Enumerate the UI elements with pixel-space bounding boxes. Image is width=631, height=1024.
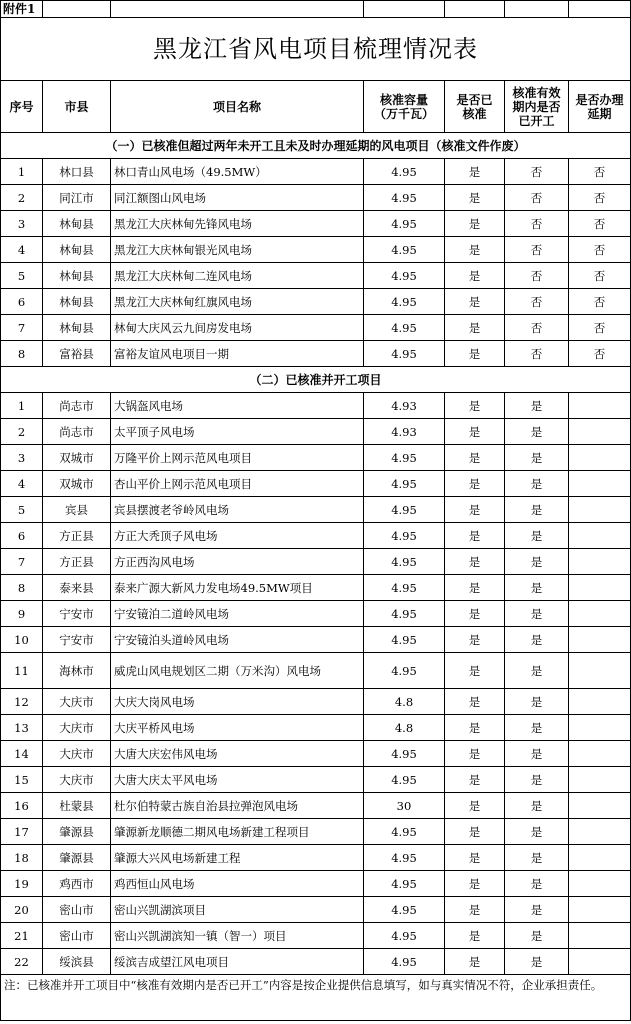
table-row — [1, 185, 631, 211]
seq-cell: 16 — [1, 793, 43, 819]
extension-cell — [569, 741, 631, 767]
approved-cell: 是 — [445, 741, 505, 767]
seq-cell: 17 — [1, 819, 43, 845]
table-row — [1, 601, 631, 627]
seq-cell: 6 — [1, 289, 43, 315]
extension-cell — [569, 845, 631, 871]
city-cell: 宁安市 — [43, 627, 111, 653]
capacity-cell: 4.95 — [364, 211, 445, 237]
project-name-cell: 大锅盔风电场 — [111, 393, 364, 419]
extension-cell: 否 — [569, 185, 631, 211]
project-name-cell: 大唐大庆宏伟风电场 — [111, 741, 364, 767]
seq-cell: 1 — [1, 159, 43, 185]
capacity-cell: 4.95 — [364, 767, 445, 793]
project-name-cell: 黑龙江大庆林甸红旗风电场 — [111, 289, 364, 315]
city-cell: 泰来县 — [43, 575, 111, 601]
capacity-cell: 4.95 — [364, 471, 445, 497]
seq-cell: 9 — [1, 601, 43, 627]
project-name-cell: 万隆平价上网示范风电项目 — [111, 445, 364, 471]
city-cell: 肇源县 — [43, 819, 111, 845]
approved-cell: 是 — [445, 601, 505, 627]
approved-cell: 是 — [445, 263, 505, 289]
city-cell: 宁安市 — [43, 601, 111, 627]
started-cell: 是 — [505, 715, 569, 741]
table-row — [1, 445, 631, 471]
started-cell: 是 — [505, 949, 569, 975]
started-cell: 是 — [505, 393, 569, 419]
city-cell: 大庆市 — [43, 689, 111, 715]
started-cell: 否 — [505, 289, 569, 315]
capacity-cell: 4.95 — [364, 523, 445, 549]
approved-cell: 是 — [445, 211, 505, 237]
table-row — [1, 897, 631, 923]
project-name-cell: 黑龙江大庆林甸二连风电场 — [111, 263, 364, 289]
seq-cell: 15 — [1, 767, 43, 793]
header-capacity: 核准容量 （万千瓦） — [364, 81, 445, 133]
table-row — [1, 793, 631, 819]
started-cell: 是 — [505, 523, 569, 549]
project-name-cell: 密山兴凯湖滨知一镇（智一）项目 — [111, 923, 364, 949]
city-cell: 方正县 — [43, 549, 111, 575]
capacity-cell: 4.95 — [364, 159, 445, 185]
started-cell: 是 — [505, 445, 569, 471]
project-name-cell: 林口青山风电场（49.5MW） — [111, 159, 364, 185]
approved-cell: 是 — [445, 715, 505, 741]
started-cell: 是 — [505, 793, 569, 819]
seq-cell: 18 — [1, 845, 43, 871]
project-name-cell: 鸡西恒山风电场 — [111, 871, 364, 897]
project-name-cell: 林甸大庆风云九间房发电场 — [111, 315, 364, 341]
seq-cell: 5 — [1, 263, 43, 289]
approved-cell: 是 — [445, 497, 505, 523]
capacity-cell: 4.95 — [364, 627, 445, 653]
project-name-cell: 富裕友谊风电项目一期 — [111, 341, 364, 367]
attachment-label: 附件1 — [1, 1, 43, 18]
city-cell: 大庆市 — [43, 715, 111, 741]
table-row — [1, 549, 631, 575]
city-cell: 双城市 — [43, 445, 111, 471]
project-name-cell: 太平顶子风电场 — [111, 419, 364, 445]
extension-cell — [569, 549, 631, 575]
started-cell: 否 — [505, 211, 569, 237]
capacity-cell: 4.95 — [364, 949, 445, 975]
extension-cell — [569, 445, 631, 471]
started-cell: 否 — [505, 159, 569, 185]
approved-cell: 是 — [445, 549, 505, 575]
city-cell: 林甸县 — [43, 289, 111, 315]
header-started-within-validity: 核准有效 期内是否 已开工 — [505, 81, 569, 133]
table-row — [1, 419, 631, 445]
capacity-cell: 4.95 — [364, 289, 445, 315]
extension-cell: 否 — [569, 211, 631, 237]
capacity-cell: 4.95 — [364, 897, 445, 923]
started-cell: 是 — [505, 767, 569, 793]
project-name-cell: 密山兴凯湖滨项目 — [111, 897, 364, 923]
project-name-cell: 同江额图山风电场 — [111, 185, 364, 211]
extension-cell: 否 — [569, 289, 631, 315]
seq-cell: 6 — [1, 523, 43, 549]
footnote: 注：已核准并开工项目中“核准有效期内是否已开工”内容是按企业提供信息填写，如与真实情况不符，企业承担责任。 — [1, 975, 631, 1021]
project-name-cell: 宁安镜泊二道岭风电场 — [111, 601, 364, 627]
extension-cell — [569, 575, 631, 601]
city-cell: 林甸县 — [43, 263, 111, 289]
project-name-cell: 宁安镜泊头道岭风电场 — [111, 627, 364, 653]
seq-cell: 2 — [1, 185, 43, 211]
extension-cell — [569, 601, 631, 627]
table-row — [1, 159, 631, 185]
capacity-cell: 4.8 — [364, 689, 445, 715]
city-cell: 杜蒙县 — [43, 793, 111, 819]
seq-cell: 10 — [1, 627, 43, 653]
section1-title: （一）已核准但超过两年未开工且未及时办理延期的风电项目（核准文件作废） — [1, 133, 631, 159]
approved-cell: 是 — [445, 767, 505, 793]
seq-cell: 3 — [1, 211, 43, 237]
table-row — [1, 263, 631, 289]
capacity-cell: 4.95 — [364, 575, 445, 601]
project-name-cell: 大唐大庆太平风电场 — [111, 767, 364, 793]
seq-cell: 1 — [1, 393, 43, 419]
started-cell: 否 — [505, 185, 569, 211]
extension-cell — [569, 793, 631, 819]
seq-cell: 7 — [1, 549, 43, 575]
approved-cell: 是 — [445, 341, 505, 367]
extension-cell: 否 — [569, 159, 631, 185]
extension-cell — [569, 715, 631, 741]
project-name-cell: 杜尔伯特蒙古族自治县拉弹泡风电场 — [111, 793, 364, 819]
table-row — [1, 315, 631, 341]
started-cell: 是 — [505, 819, 569, 845]
project-name-cell: 方正西沟风电场 — [111, 549, 364, 575]
capacity-cell: 4.95 — [364, 185, 445, 211]
city-cell: 同江市 — [43, 185, 111, 211]
approved-cell: 是 — [445, 897, 505, 923]
seq-cell: 2 — [1, 419, 43, 445]
started-cell: 否 — [505, 237, 569, 263]
started-cell: 是 — [505, 575, 569, 601]
header-row — [1, 81, 631, 133]
extension-cell — [569, 627, 631, 653]
city-cell: 大庆市 — [43, 767, 111, 793]
note-row — [1, 975, 631, 1021]
city-cell: 尚志市 — [43, 393, 111, 419]
extension-cell: 否 — [569, 315, 631, 341]
approved-cell: 是 — [445, 689, 505, 715]
seq-cell: 11 — [1, 653, 43, 689]
table-row — [1, 871, 631, 897]
table-row — [1, 471, 631, 497]
extension-cell: 否 — [569, 237, 631, 263]
table-row — [1, 289, 631, 315]
capacity-cell: 4.93 — [364, 419, 445, 445]
started-cell: 否 — [505, 341, 569, 367]
capacity-cell: 4.95 — [364, 315, 445, 341]
table-row — [1, 653, 631, 689]
project-name-cell: 黑龙江大庆林甸银光风电场 — [111, 237, 364, 263]
seq-cell: 3 — [1, 445, 43, 471]
project-name-cell: 杏山平价上网示范风电项目 — [111, 471, 364, 497]
extension-cell — [569, 819, 631, 845]
city-cell: 宾县 — [43, 497, 111, 523]
city-cell: 鸡西市 — [43, 871, 111, 897]
started-cell: 是 — [505, 923, 569, 949]
seq-cell: 19 — [1, 871, 43, 897]
seq-cell: 7 — [1, 315, 43, 341]
started-cell: 是 — [505, 471, 569, 497]
project-name-cell: 肇源大兴风电场新建工程 — [111, 845, 364, 871]
capacity-cell: 4.95 — [364, 741, 445, 767]
approved-cell: 是 — [445, 793, 505, 819]
extension-cell — [569, 871, 631, 897]
project-name-cell: 大庆平桥风电场 — [111, 715, 364, 741]
table-row — [1, 819, 631, 845]
city-cell: 方正县 — [43, 523, 111, 549]
started-cell: 是 — [505, 897, 569, 923]
seq-cell: 12 — [1, 689, 43, 715]
seq-cell: 22 — [1, 949, 43, 975]
approved-cell: 是 — [445, 237, 505, 263]
table-row — [1, 211, 631, 237]
project-name-cell: 泰来广源大新风力发电场49.5MW项目 — [111, 575, 364, 601]
started-cell: 是 — [505, 497, 569, 523]
project-name-cell: 黑龙江大庆林甸先锋风电场 — [111, 211, 364, 237]
approved-cell: 是 — [445, 871, 505, 897]
capacity-cell: 4.95 — [364, 263, 445, 289]
extension-cell: 否 — [569, 341, 631, 367]
approved-cell: 是 — [445, 523, 505, 549]
capacity-cell: 4.95 — [364, 923, 445, 949]
extension-cell — [569, 923, 631, 949]
started-cell: 是 — [505, 689, 569, 715]
approved-cell: 是 — [445, 575, 505, 601]
started-cell: 是 — [505, 845, 569, 871]
table-row — [1, 767, 631, 793]
started-cell: 是 — [505, 601, 569, 627]
capacity-cell: 30 — [364, 793, 445, 819]
seq-cell: 5 — [1, 497, 43, 523]
approved-cell: 是 — [445, 627, 505, 653]
extension-cell — [569, 897, 631, 923]
section2-title-row — [1, 367, 631, 393]
city-cell: 大庆市 — [43, 741, 111, 767]
capacity-cell: 4.8 — [364, 715, 445, 741]
project-name-cell: 大庆大岗风电场 — [111, 689, 364, 715]
project-name-cell: 宾县摆渡老爷岭风电场 — [111, 497, 364, 523]
project-name-cell: 肇源新龙顺德二期风电场新建工程项目 — [111, 819, 364, 845]
approved-cell: 是 — [445, 185, 505, 211]
capacity-cell: 4.95 — [364, 549, 445, 575]
approved-cell: 是 — [445, 949, 505, 975]
extension-cell — [569, 393, 631, 419]
extension-cell — [569, 653, 631, 689]
seq-cell: 8 — [1, 575, 43, 601]
table-row — [1, 949, 631, 975]
started-cell: 是 — [505, 627, 569, 653]
capacity-cell: 4.95 — [364, 497, 445, 523]
city-cell: 林甸县 — [43, 315, 111, 341]
header-name: 项目名称 — [111, 81, 364, 133]
capacity-cell: 4.93 — [364, 393, 445, 419]
project-name-cell: 绥滨吉成望江风电项目 — [111, 949, 364, 975]
approved-cell: 是 — [445, 419, 505, 445]
approved-cell: 是 — [445, 923, 505, 949]
extension-cell — [569, 949, 631, 975]
approved-cell: 是 — [445, 289, 505, 315]
table-row — [1, 393, 631, 419]
header-seq: 序号 — [1, 81, 43, 133]
approved-cell: 是 — [445, 445, 505, 471]
table-row — [1, 237, 631, 263]
table-row — [1, 689, 631, 715]
extension-cell — [569, 497, 631, 523]
extension-cell: 否 — [569, 263, 631, 289]
title-row — [1, 18, 631, 81]
table-row — [1, 741, 631, 767]
table-title: 黑龙江省风电项目梳理情况表 — [1, 18, 631, 81]
city-cell: 富裕县 — [43, 341, 111, 367]
approved-cell: 是 — [445, 393, 505, 419]
seq-cell: 14 — [1, 741, 43, 767]
table-row — [1, 627, 631, 653]
started-cell: 是 — [505, 419, 569, 445]
city-cell: 绥滨县 — [43, 949, 111, 975]
capacity-cell: 4.95 — [364, 845, 445, 871]
header-approved: 是否已 核准 — [445, 81, 505, 133]
project-name-cell: 方正大秃顶子风电场 — [111, 523, 364, 549]
header-extension: 是否办理 延期 — [569, 81, 631, 133]
extension-cell — [569, 471, 631, 497]
approved-cell: 是 — [445, 159, 505, 185]
capacity-cell: 4.95 — [364, 653, 445, 689]
approved-cell: 是 — [445, 315, 505, 341]
extension-cell — [569, 419, 631, 445]
seq-cell: 21 — [1, 923, 43, 949]
table-row — [1, 715, 631, 741]
city-cell: 林甸县 — [43, 237, 111, 263]
capacity-cell: 4.95 — [364, 819, 445, 845]
table-row — [1, 341, 631, 367]
city-cell: 尚志市 — [43, 419, 111, 445]
attachment-row — [1, 1, 631, 18]
table-row — [1, 497, 631, 523]
table-row — [1, 923, 631, 949]
seq-cell: 20 — [1, 897, 43, 923]
started-cell: 是 — [505, 549, 569, 575]
city-cell: 密山市 — [43, 923, 111, 949]
city-cell: 密山市 — [43, 897, 111, 923]
seq-cell: 4 — [1, 471, 43, 497]
seq-cell: 4 — [1, 237, 43, 263]
city-cell: 双城市 — [43, 471, 111, 497]
started-cell: 是 — [505, 653, 569, 689]
capacity-cell: 4.95 — [364, 341, 445, 367]
extension-cell — [569, 689, 631, 715]
capacity-cell: 4.95 — [364, 601, 445, 627]
project-name-cell: 威虎山风电规划区二期（万米沟）风电场 — [111, 653, 364, 689]
city-cell: 海林市 — [43, 653, 111, 689]
started-cell: 是 — [505, 741, 569, 767]
approved-cell: 是 — [445, 845, 505, 871]
approved-cell: 是 — [445, 653, 505, 689]
started-cell: 否 — [505, 315, 569, 341]
seq-cell: 8 — [1, 341, 43, 367]
capacity-cell: 4.95 — [364, 445, 445, 471]
extension-cell — [569, 767, 631, 793]
approved-cell: 是 — [445, 819, 505, 845]
city-cell: 肇源县 — [43, 845, 111, 871]
started-cell: 否 — [505, 263, 569, 289]
city-cell: 林甸县 — [43, 211, 111, 237]
capacity-cell: 4.95 — [364, 237, 445, 263]
section2-title: （二）已核准并开工项目 — [1, 367, 631, 393]
section1-title-row — [1, 133, 631, 159]
approved-cell: 是 — [445, 471, 505, 497]
table-row — [1, 523, 631, 549]
table-row — [1, 575, 631, 601]
city-cell: 林口县 — [43, 159, 111, 185]
capacity-cell: 4.95 — [364, 871, 445, 897]
seq-cell: 13 — [1, 715, 43, 741]
started-cell: 是 — [505, 871, 569, 897]
extension-cell — [569, 523, 631, 549]
table-row — [1, 845, 631, 871]
header-city: 市县 — [43, 81, 111, 133]
